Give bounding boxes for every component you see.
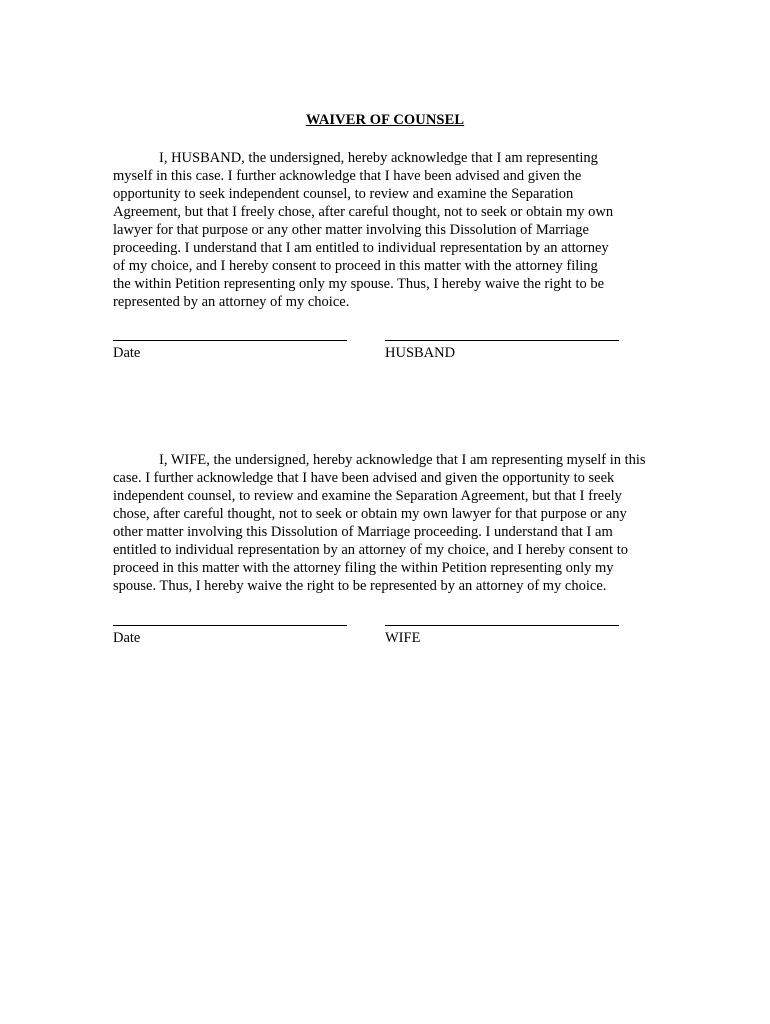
wife-date-label: Date [113, 630, 141, 646]
husband-signer-label: HUSBAND [385, 345, 456, 361]
husband-signature-line [385, 340, 619, 341]
wife-date-signature-line [113, 625, 347, 626]
wife-signature-line [385, 625, 619, 626]
document-title: WAIVER OF COUNSEL [305, 112, 465, 128]
wife-waiver-paragraph: I, WIFE, the undersigned, hereby acknowledge that I am representing myself in this case. I further acknowledge that I have been advised and given the opportunity to seek independent counsel, to review and examine the Separation Agreement, but that I freely chose, after careful thought, not to seek or obtain my own lawyer for that purpose or any other matter involving this Dissolution of Marriage proceeding. I understand that I am entitled to individual representation by an attorney of my choice, and I hereby consent to proceed in this matter with the attorney filing the within Petition representing only my spouse. Thus, I hereby waive the right to be represented by an attorney of my choice. [113, 452, 646, 594]
wife-signer-label: WIFE [385, 630, 421, 646]
husband-date-label: Date [113, 345, 141, 361]
husband-date-signature-line [113, 340, 347, 341]
husband-waiver-paragraph: I, HUSBAND, the undersigned, hereby acknowledge that I am representing myself in this case. I further acknowledge that I have been advised and given the opportunity to seek independent counsel, to review and examine the Separation Agreement, but that I freely chose, after careful thought, not to seek or obtain my own lawyer for that purpose or any other matter involving this Dissolution of Marriage proceeding. I understand that I am entitled to individual representation by an attorney of my choice, and I hereby consent to proceed in this matter with the attorney filing the within Petition representing only my spouse. Thus, I hereby waive the right to be represented by an attorney of my choice. [113, 150, 614, 310]
